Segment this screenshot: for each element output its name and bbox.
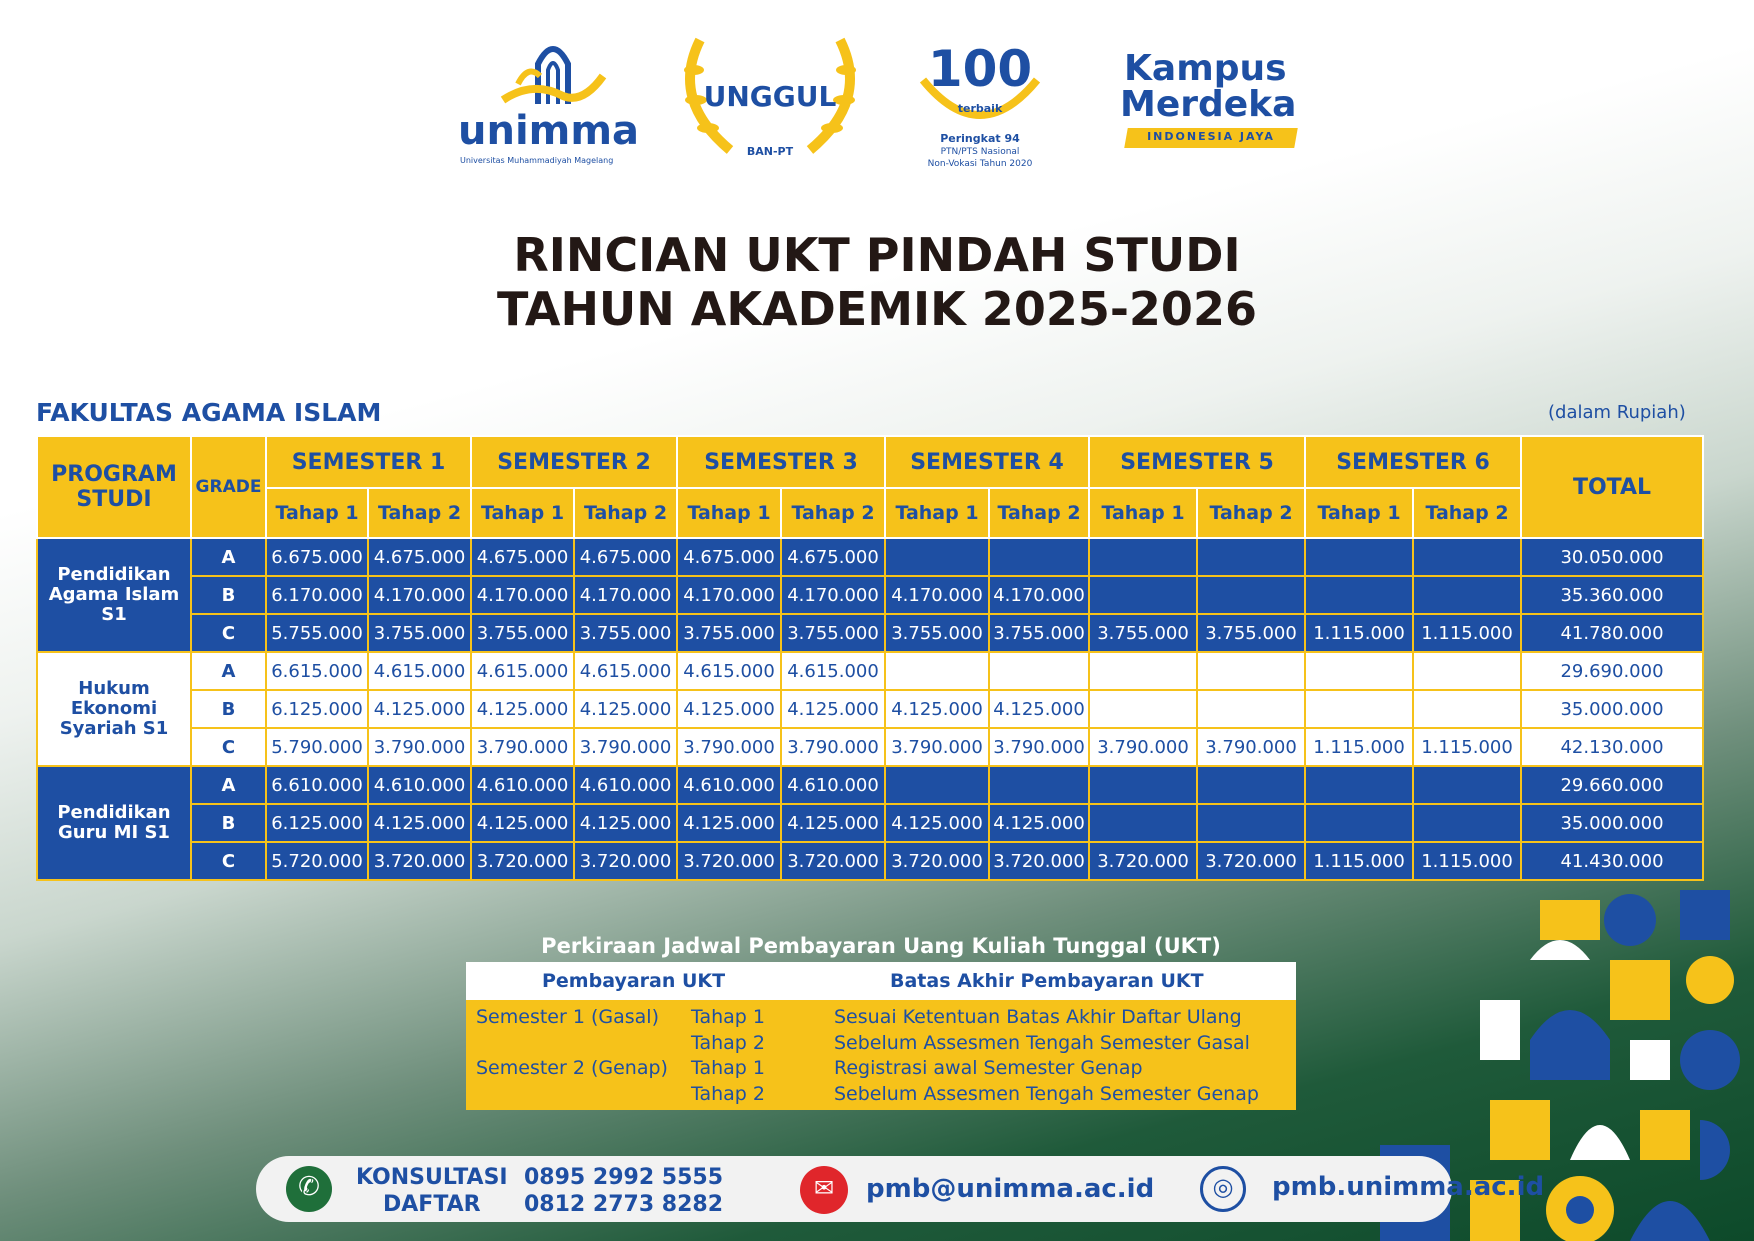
fee-cell: 1.115.000 bbox=[1305, 842, 1413, 880]
fee-cell: 4.170.000 bbox=[781, 576, 885, 614]
schedule-deadline: Registrasi awal Semester Genap bbox=[834, 1057, 1143, 1079]
fee-cell bbox=[1305, 652, 1413, 690]
semester-header: SEMESTER 2 bbox=[471, 436, 677, 488]
fee-cell: 3.755.000 bbox=[368, 614, 471, 652]
title-line-1: RINCIAN UKT PINDAH STUDI bbox=[513, 228, 1241, 282]
fee-cell: 3.720.000 bbox=[989, 842, 1089, 880]
total-cell: 35.360.000 bbox=[1521, 576, 1703, 614]
kampus-merdeka-logo bbox=[1120, 30, 1320, 180]
fee-cell bbox=[1089, 804, 1197, 842]
stage-header: Tahap 1 bbox=[677, 488, 781, 538]
grade-cell: C bbox=[191, 728, 266, 766]
fee-cell: 3.720.000 bbox=[677, 842, 781, 880]
title-line-2: TAHUN AKADEMIK 2025-2026 bbox=[497, 282, 1257, 336]
schedule-semester: Semester 2 (Genap) bbox=[476, 1057, 668, 1079]
fee-cell: 6.170.000 bbox=[266, 576, 368, 614]
schedule-col-deadline: Batas Akhir Pembayaran UKT bbox=[890, 970, 1204, 992]
table-row bbox=[37, 538, 1703, 576]
grade-header: GRADE bbox=[191, 436, 266, 538]
fee-cell: 3.790.000 bbox=[574, 728, 677, 766]
grade-cell: B bbox=[191, 690, 266, 728]
fee-cell bbox=[1197, 576, 1305, 614]
table-row bbox=[37, 766, 1703, 804]
stage-header: Tahap 2 bbox=[989, 488, 1089, 538]
fee-cell: 3.720.000 bbox=[781, 842, 885, 880]
fee-cell bbox=[1305, 538, 1413, 576]
fee-cell: 4.615.000 bbox=[471, 652, 574, 690]
fee-cell: 4.675.000 bbox=[677, 538, 781, 576]
fee-cell: 4.170.000 bbox=[989, 576, 1089, 614]
fee-cell: 6.125.000 bbox=[266, 804, 368, 842]
fee-cell bbox=[1413, 538, 1521, 576]
fee-cell: 4.125.000 bbox=[368, 804, 471, 842]
fee-cell: 4.170.000 bbox=[471, 576, 574, 614]
phone-number[interactable]: 0812 2773 8282 bbox=[524, 1192, 724, 1217]
fee-cell: 4.125.000 bbox=[677, 690, 781, 728]
fee-cell: 4.125.000 bbox=[677, 804, 781, 842]
program-name: Pendidikan Agama Islam S1 bbox=[37, 538, 191, 652]
fee-cell: 3.720.000 bbox=[1089, 842, 1197, 880]
table-row bbox=[37, 842, 1703, 880]
fee-cell: 4.610.000 bbox=[471, 766, 574, 804]
total-cell: 29.690.000 bbox=[1521, 652, 1703, 690]
total-cell: 30.050.000 bbox=[1521, 538, 1703, 576]
konsultasi-text: KONSULTASI bbox=[356, 1165, 508, 1190]
fee-cell: 4.125.000 bbox=[989, 690, 1089, 728]
ranking-number: 100 bbox=[927, 40, 1033, 98]
phone-number[interactable]: 0895 2992 5555 bbox=[524, 1165, 724, 1190]
fee-cell: 4.675.000 bbox=[368, 538, 471, 576]
table-row bbox=[37, 728, 1703, 766]
stage-header: Tahap 1 bbox=[266, 488, 368, 538]
program-header: PROGRAM STUDI bbox=[37, 436, 191, 538]
fee-cell bbox=[1413, 652, 1521, 690]
fee-cell: 1.115.000 bbox=[1413, 842, 1521, 880]
grade-cell: A bbox=[191, 652, 266, 690]
fee-cell bbox=[1197, 652, 1305, 690]
schedule-stage: Tahap 2 bbox=[691, 1083, 765, 1105]
semester-header: SEMESTER 3 bbox=[677, 436, 885, 488]
fee-cell: 3.755.000 bbox=[1089, 614, 1197, 652]
fee-cell bbox=[1197, 804, 1305, 842]
stage-header: Tahap 2 bbox=[1413, 488, 1521, 538]
grade-cell: C bbox=[191, 614, 266, 652]
ban-pt-text: BAN-PT bbox=[746, 145, 794, 158]
fee-cell: 3.720.000 bbox=[885, 842, 989, 880]
semester-header: SEMESTER 1 bbox=[266, 436, 471, 488]
daftar-text: DAFTAR bbox=[383, 1192, 481, 1217]
fee-cell: 3.790.000 bbox=[677, 728, 781, 766]
fee-cell: 3.755.000 bbox=[989, 614, 1089, 652]
schedule-box bbox=[466, 962, 1296, 1110]
fee-cell: 3.755.000 bbox=[471, 614, 574, 652]
total-cell: 41.780.000 bbox=[1521, 614, 1703, 652]
fee-cell: 3.790.000 bbox=[1089, 728, 1197, 766]
fee-cell: 3.755.000 bbox=[1197, 614, 1305, 652]
unggul-text: UNGGUL bbox=[703, 80, 837, 113]
fee-cell: 4.610.000 bbox=[368, 766, 471, 804]
fee-cell: 1.115.000 bbox=[1413, 728, 1521, 766]
total-cell: 41.430.000 bbox=[1521, 842, 1703, 880]
fee-cell: 4.125.000 bbox=[471, 690, 574, 728]
unimma-subtitle: Universitas Muhammadiyah Magelang bbox=[460, 156, 614, 165]
fee-cell: 4.125.000 bbox=[368, 690, 471, 728]
ranking-line-1: Peringkat 94 bbox=[940, 132, 1020, 145]
fee-cell bbox=[1089, 576, 1197, 614]
fee-cell bbox=[1305, 766, 1413, 804]
fee-cell: 4.125.000 bbox=[781, 804, 885, 842]
fee-cell: 4.615.000 bbox=[574, 652, 677, 690]
ranking-logo bbox=[915, 30, 1045, 180]
fee-cell: 3.790.000 bbox=[781, 728, 885, 766]
consultation-label bbox=[356, 1164, 508, 1218]
fee-cell bbox=[1089, 766, 1197, 804]
fee-cell: 4.125.000 bbox=[471, 804, 574, 842]
fee-cell: 3.720.000 bbox=[368, 842, 471, 880]
fee-cell bbox=[989, 652, 1089, 690]
fee-cell: 4.170.000 bbox=[368, 576, 471, 614]
website-link[interactable]: pmb.unimma.ac.id bbox=[1272, 1172, 1545, 1202]
ranking-word: terbaik bbox=[957, 102, 1003, 115]
fee-cell: 4.125.000 bbox=[885, 690, 989, 728]
currency-note: (dalam Rupiah) bbox=[1548, 402, 1686, 423]
fee-cell: 1.115.000 bbox=[1413, 614, 1521, 652]
fee-cell bbox=[1305, 576, 1413, 614]
fee-cell bbox=[1305, 690, 1413, 728]
fee-cell: 4.125.000 bbox=[574, 690, 677, 728]
fee-cell bbox=[1305, 804, 1413, 842]
table-row bbox=[37, 614, 1703, 652]
fee-cell: 4.170.000 bbox=[574, 576, 677, 614]
fee-cell: 4.610.000 bbox=[781, 766, 885, 804]
merdeka-word: Merdeka bbox=[1120, 84, 1297, 125]
fee-cell: 4.125.000 bbox=[989, 804, 1089, 842]
unimma-wordmark: unimma bbox=[458, 108, 640, 154]
schedule-header bbox=[466, 962, 1296, 1000]
ranking-line-2: PTN/PTS Nasional bbox=[940, 147, 1020, 157]
fee-cell: 4.170.000 bbox=[885, 576, 989, 614]
total-cell: 42.130.000 bbox=[1521, 728, 1703, 766]
fee-cell: 3.790.000 bbox=[1197, 728, 1305, 766]
fee-cell: 3.720.000 bbox=[1197, 842, 1305, 880]
grade-cell: B bbox=[191, 576, 266, 614]
contact-footer bbox=[256, 1156, 1545, 1222]
fee-cell: 4.675.000 bbox=[781, 538, 885, 576]
fee-cell: 4.170.000 bbox=[677, 576, 781, 614]
fee-cell: 6.675.000 bbox=[266, 538, 368, 576]
grade-cell: A bbox=[191, 538, 266, 576]
table-row bbox=[37, 576, 1703, 614]
fee-cell: 4.615.000 bbox=[781, 652, 885, 690]
fee-cell: 5.755.000 bbox=[266, 614, 368, 652]
fee-cell: 4.675.000 bbox=[574, 538, 677, 576]
fee-cell: 3.720.000 bbox=[471, 842, 574, 880]
total-cell: 35.000.000 bbox=[1521, 804, 1703, 842]
fee-cell bbox=[989, 766, 1089, 804]
fee-cell bbox=[1197, 538, 1305, 576]
schedule-semester: Semester 1 (Gasal) bbox=[476, 1006, 659, 1028]
ranking-line-3: Non-Vokasi Tahun 2020 bbox=[927, 159, 1033, 169]
email-icon[interactable]: ✉ bbox=[800, 1166, 848, 1214]
fee-cell bbox=[1089, 690, 1197, 728]
table-row bbox=[37, 690, 1703, 728]
stage-header: Tahap 2 bbox=[368, 488, 471, 538]
fee-cell: 3.720.000 bbox=[574, 842, 677, 880]
fee-cell: 6.125.000 bbox=[266, 690, 368, 728]
stage-header: Tahap 1 bbox=[1089, 488, 1197, 538]
fee-cell bbox=[1089, 538, 1197, 576]
stage-header: Tahap 2 bbox=[781, 488, 885, 538]
fee-cell bbox=[1413, 766, 1521, 804]
ukt-table bbox=[36, 435, 1704, 881]
logo-bar bbox=[440, 30, 1340, 180]
program-name: Hukum Ekonomi Syariah S1 bbox=[37, 652, 191, 766]
stage-header: Tahap 2 bbox=[1197, 488, 1305, 538]
schedule-col-payment: Pembayaran UKT bbox=[542, 970, 726, 992]
email-link[interactable]: pmb@unimma.ac.id bbox=[866, 1174, 1155, 1204]
fee-cell: 3.755.000 bbox=[885, 614, 989, 652]
table-row bbox=[37, 804, 1703, 842]
fee-cell bbox=[1089, 652, 1197, 690]
unggul-logo bbox=[670, 30, 870, 180]
semester-header: SEMESTER 4 bbox=[885, 436, 1089, 488]
fee-cell bbox=[885, 538, 989, 576]
ukt-table-body bbox=[37, 538, 1703, 880]
fee-cell bbox=[885, 766, 989, 804]
grade-cell: C bbox=[191, 842, 266, 880]
schedule-deadline: Sesuai Ketentuan Batas Akhir Daftar Ulang bbox=[834, 1006, 1242, 1028]
fee-cell bbox=[1413, 804, 1521, 842]
program-name: Pendidikan Guru MI S1 bbox=[37, 766, 191, 880]
schedule-stage: Tahap 1 bbox=[691, 1006, 765, 1028]
unimma-emblem-icon bbox=[498, 34, 608, 114]
fee-cell: 3.790.000 bbox=[368, 728, 471, 766]
schedule-deadline: Sebelum Assesmen Tengah Semester Genap bbox=[834, 1083, 1259, 1105]
grade-cell: B bbox=[191, 804, 266, 842]
schedule-title: Perkiraan Jadwal Pembayaran Uang Kuliah Tunggal (UKT) bbox=[541, 934, 1221, 958]
fee-cell: 5.790.000 bbox=[266, 728, 368, 766]
stage-header: Tahap 1 bbox=[885, 488, 989, 538]
grade-cell: A bbox=[191, 766, 266, 804]
stage-header: Tahap 2 bbox=[574, 488, 677, 538]
whatsapp-icon[interactable]: ✆ bbox=[286, 1166, 332, 1212]
fee-cell bbox=[1413, 690, 1521, 728]
fee-cell: 4.125.000 bbox=[574, 804, 677, 842]
total-cell: 29.660.000 bbox=[1521, 766, 1703, 804]
fee-cell: 6.615.000 bbox=[266, 652, 368, 690]
fee-cell: 4.610.000 bbox=[677, 766, 781, 804]
fee-cell: 4.125.000 bbox=[781, 690, 885, 728]
schedule-stage: Tahap 2 bbox=[691, 1032, 765, 1054]
fee-cell: 4.610.000 bbox=[574, 766, 677, 804]
total-cell: 35.000.000 bbox=[1521, 690, 1703, 728]
schedule-stage: Tahap 1 bbox=[691, 1057, 765, 1079]
page-title bbox=[0, 228, 1754, 336]
table-row bbox=[37, 652, 1703, 690]
fee-cell bbox=[1197, 766, 1305, 804]
globe-icon[interactable]: ◎ bbox=[1200, 1166, 1246, 1212]
unimma-logo bbox=[458, 30, 638, 180]
fee-cell: 3.790.000 bbox=[885, 728, 989, 766]
fee-cell: 3.790.000 bbox=[471, 728, 574, 766]
fee-cell: 3.790.000 bbox=[989, 728, 1089, 766]
fee-cell bbox=[1413, 576, 1521, 614]
fee-cell bbox=[885, 652, 989, 690]
kampus-word: Kampus bbox=[1124, 48, 1287, 89]
fee-cell: 4.125.000 bbox=[885, 804, 989, 842]
stage-header: Tahap 1 bbox=[471, 488, 574, 538]
fee-cell: 6.610.000 bbox=[266, 766, 368, 804]
fee-cell bbox=[1197, 690, 1305, 728]
fee-cell: 3.755.000 bbox=[677, 614, 781, 652]
semester-header: SEMESTER 6 bbox=[1305, 436, 1521, 488]
faculty-heading: FAKULTAS AGAMA ISLAM bbox=[36, 398, 382, 427]
schedule-deadline: Sebelum Assesmen Tengah Semester Gasal bbox=[834, 1032, 1250, 1054]
semester-header: SEMESTER 5 bbox=[1089, 436, 1305, 488]
stage-header-row bbox=[37, 488, 1703, 538]
fee-cell: 3.755.000 bbox=[574, 614, 677, 652]
fee-cell bbox=[989, 538, 1089, 576]
kampus-ribbon-text: INDONESIA JAYA bbox=[1147, 130, 1275, 143]
fee-cell: 5.720.000 bbox=[266, 842, 368, 880]
fee-cell: 1.115.000 bbox=[1305, 728, 1413, 766]
total-header: TOTAL bbox=[1521, 436, 1703, 538]
stage-header: Tahap 1 bbox=[1305, 488, 1413, 538]
fee-cell: 4.615.000 bbox=[677, 652, 781, 690]
phone-numbers bbox=[524, 1164, 723, 1218]
fee-cell: 1.115.000 bbox=[1305, 614, 1413, 652]
fee-cell: 3.755.000 bbox=[781, 614, 885, 652]
fee-cell: 4.615.000 bbox=[368, 652, 471, 690]
fee-cell: 4.675.000 bbox=[471, 538, 574, 576]
